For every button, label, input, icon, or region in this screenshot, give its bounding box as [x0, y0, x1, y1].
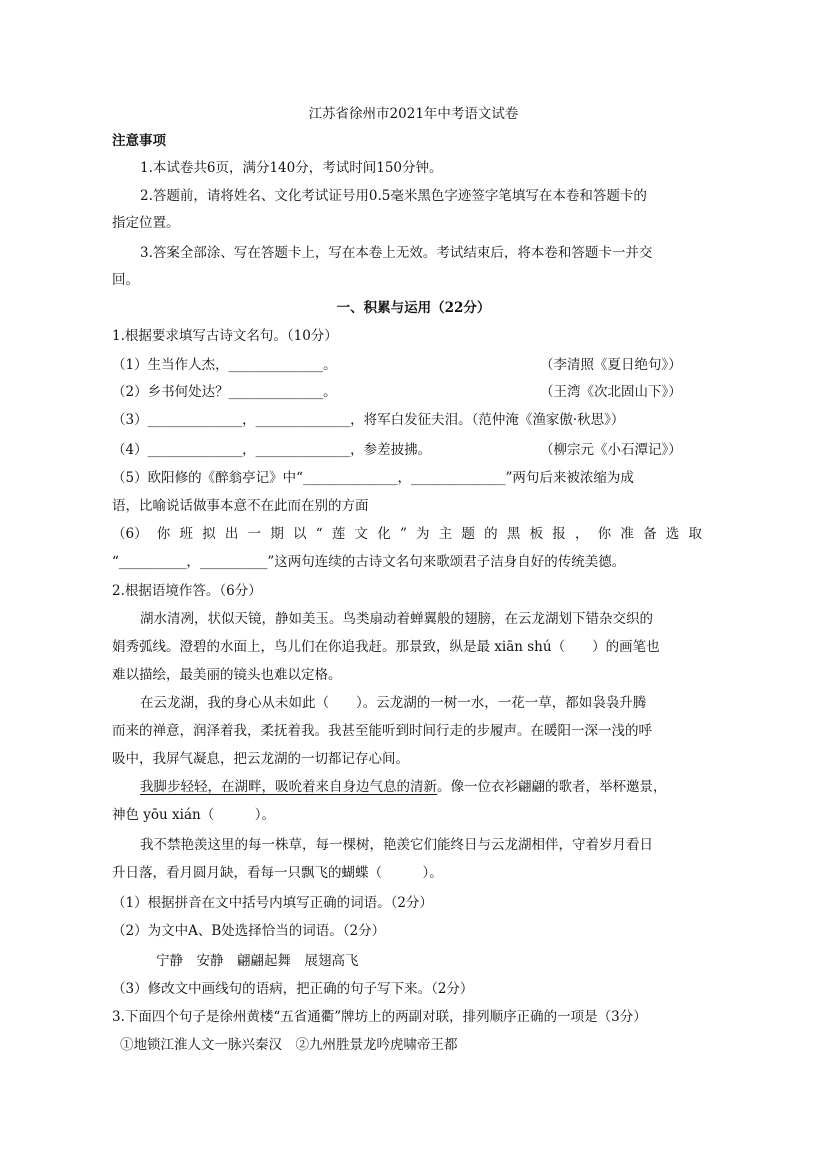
- passage-line: 难以描绘，最美丽的镜头也难以定格。: [112, 667, 342, 683]
- justified-char: 主: [438, 526, 453, 542]
- justified-char: 一: [247, 526, 262, 542]
- fill-item-justified: [112, 524, 702, 544]
- justified-char: 板: [529, 526, 544, 542]
- question-stem: 3.下面四个句子是徐州黄楼“五省通衢”牌坊上的两副对联，排列顺序正确的一项是（3分）: [112, 1009, 647, 1025]
- justified-char: 以: [293, 526, 307, 542]
- fill-item: 语，比喻说话做事本意不在此而在别的方面: [112, 498, 369, 514]
- notice-item: 回。: [112, 272, 139, 288]
- sub-question: （1）根据拼音在文中括号内填写正确的词语。（2分）: [112, 895, 433, 911]
- sub-question: （2）为文中A、B处选择恰当的词语。（2分）: [112, 923, 386, 939]
- passage-text: 。像一位衣衫翩翩的歌者，举杯邀景，: [437, 779, 667, 795]
- passage-line: 湖水清冽，状似天镜，静如美玉。鸟类扇动着蝉翼般的翅膀，在云龙湖划下错杂交织的: [140, 611, 653, 627]
- passage-line: 吸中，我屏气凝息，把云龙湖的一切都记存心间。: [112, 751, 409, 767]
- justified-char: ”: [399, 526, 407, 542]
- justified-char: 化: [377, 526, 391, 542]
- notice-item: 3.答案全部涂、写在答题卡上，写在本卷上无效。考试结束后，将本卷和答题卡一并交: [140, 245, 653, 261]
- question-stem: 1.根据要求填写古诗文名句。（10分）: [112, 328, 338, 344]
- justified-char: 题: [461, 526, 475, 542]
- couplet-line: ①地锁江淮人文一脉兴秦汉 ②九州胜景龙吟虎啸帝王都: [120, 1037, 458, 1053]
- fill-item: （5）欧阳修的《醉翁亭记》中“______________，______________”两句后来被浓缩为成: [112, 470, 634, 486]
- justified-char: ，: [574, 526, 589, 542]
- notice-item: 2.答题前，请将姓名、文化考试证号用0.5毫米黑色字迹签字笔填写在本卷和答题卡的: [140, 188, 647, 204]
- justified-char: 期: [270, 526, 284, 542]
- sub-question: （3）修改文中画线句的语病，把正确的句子写下来。（2分）: [112, 981, 474, 997]
- fill-item: （4）______________，______________，参差披拂。: [112, 442, 432, 458]
- justified-char: 你: [156, 526, 171, 542]
- justified-char: 拟: [202, 526, 216, 542]
- justified-char: 选: [665, 526, 680, 542]
- passage-line: 升日落，看月圆月缺，看每一只飘飞的蝴蝶（ ）。: [112, 865, 443, 881]
- fill-item-source: （李清照《夏日绝句》）: [540, 357, 682, 373]
- notice-item: 1.本试卷共6页，满分140分，考试时间150分钟。: [140, 160, 443, 176]
- passage-line: 我不禁艳羡这里的每一株草，每一棵树，艳羡它们能终日与云龙湖相伴，守着岁月看日: [140, 837, 653, 853]
- word-options: 宁静 安静 翩翩起舞 展翅高飞: [156, 953, 359, 969]
- justified-char: 班: [179, 526, 193, 542]
- justified-char: 备: [643, 526, 657, 542]
- justified-char: “: [315, 526, 323, 542]
- justified-char: 文: [354, 526, 369, 542]
- justified-char: 莲: [331, 526, 346, 542]
- fill-item-source: （柳宗元《小石潭记》）: [540, 442, 682, 458]
- fill-item: （3）______________，______________，将军白发征夫泪。（范仲淹《渔家傲·秋思》）: [112, 412, 625, 428]
- fill-item: （1）生当作人杰，______________。: [112, 357, 337, 373]
- justified-char: 准: [620, 526, 634, 542]
- fill-item: （2）乡书何处达？______________。: [112, 384, 337, 400]
- question-stem: 2.根据语境作答。（6分）: [112, 583, 262, 599]
- justified-char: 报: [552, 526, 566, 542]
- page-title: 江苏省徐州市2021年中考语文试卷: [308, 106, 519, 122]
- underlined-sentence: 我脚步轻轻，在湖畔，吸吮着来自身边气息的清新: [140, 779, 437, 795]
- justified-char: （6）: [112, 526, 148, 542]
- section-heading: 一、积累与运用（22分）: [336, 300, 491, 316]
- justified-char: 的: [484, 526, 498, 542]
- notice-heading: 注意事项: [112, 133, 166, 149]
- passage-line: 在云龙湖，我的身心从未如此（ ）。云龙湖的一树一水，一花一草，都如袅袅升腾: [140, 695, 647, 711]
- passage-line: [140, 777, 667, 797]
- justified-char: 你: [597, 526, 612, 542]
- fill-item-source: （王湾《次北固山下》）: [540, 384, 682, 400]
- passage-line: 娟秀弧线。澄碧的水面上，鸟儿们在你追我赶。那景致，纵是最 xiān shú（ ）的画笔也: [112, 639, 660, 655]
- notice-item: 指定位置。: [112, 215, 180, 231]
- passage-line: 而来的禅意，润泽着我，柔抚着我。我甚至能听到时间行走的步履声。在暖阳一深一浅的呼: [112, 723, 652, 739]
- justified-char: 取: [688, 526, 702, 542]
- justified-char: 为: [416, 526, 430, 542]
- justified-char: 黑: [506, 526, 521, 542]
- justified-char: 出: [224, 526, 239, 542]
- passage-line: 神色 yōu xián（ ）。: [112, 807, 275, 823]
- fill-item: “__________，__________”这两句连续的古诗文名句来歌颂君子洁身自好的传统美德。: [112, 554, 626, 570]
